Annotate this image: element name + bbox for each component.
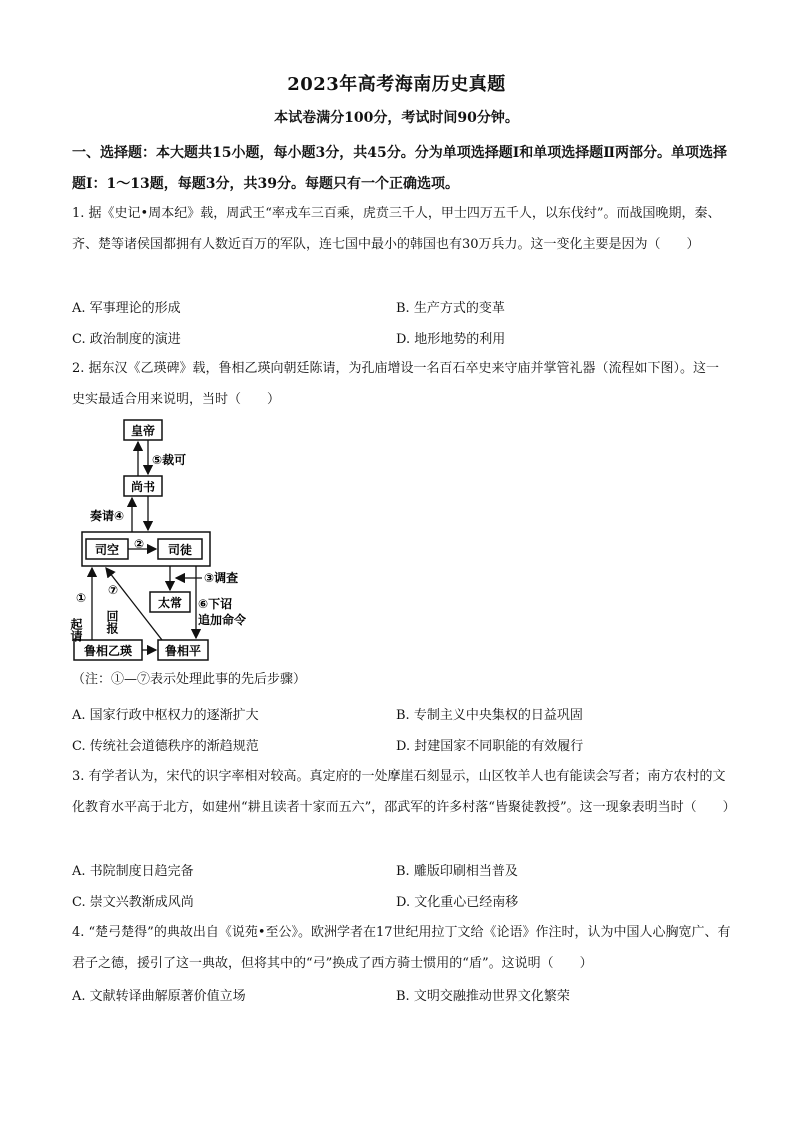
diagram-note: （注：①—⑦表示处理此事的先后步骤）: [72, 672, 307, 687]
label-approve: ⑤裁可: [152, 453, 187, 467]
question-3-option-b[interactable]: B. 雕版印刷相当普及: [396, 864, 518, 879]
node-emperor-label: 皇帝: [130, 424, 156, 438]
node-situ: [158, 539, 202, 559]
label-step7-text: 回报: [105, 610, 119, 634]
question-2-option-a[interactable]: A. 国家行政中枢权力的逐渐扩大: [72, 708, 259, 723]
node-yiying-label: 鲁相乙瑛: [83, 644, 133, 658]
question-1-option-d[interactable]: D. 地形地势的利用: [396, 332, 506, 347]
node-shangshu: [124, 476, 162, 496]
question-1-option-c[interactable]: C. 政治制度的演进: [72, 332, 181, 347]
exam-subtitle: 本试卷满分100分，考试时间90分钟。: [274, 110, 519, 126]
node-taichang-label: 太常: [157, 596, 183, 610]
question-3-option-d[interactable]: D. 文化重心已经南移: [396, 895, 519, 910]
question-1-stem: 1. 据《史记•周本纪》载，周武王“率戎车三百乘，虎贲三千人，甲士四万五千人，以东伐纣”。而战国晚期，秦、齐、楚等诸侯国都拥有人数近百万的军队，连七国中最小的韩国也有30万兵力。这一变化主要是因为（ ）: [72, 206, 721, 252]
question-2-stem: 2. 据东汉《乙瑛碑》载，鲁相乙瑛向朝廷陈请，为孔庙增设一名百石卒史来守庙并掌管礼器（流程如下图）。这一史实最适合用来说明，当时（ ）: [72, 361, 720, 407]
question-4-option-a[interactable]: A. 文献转译曲解原著价值立场: [72, 989, 246, 1004]
question-1-option-b[interactable]: B. 生产方式的变革: [396, 301, 505, 316]
section-heading: 一、选择题：本大题共15小题，每小题3分，共45分。分为单项选择题Ⅰ和单项选择题Ⅱ两部分。单项选择题Ⅰ：1～13题，每题3分，共39分。每题只有一个正确选项。: [72, 145, 728, 192]
node-luxiangping-label: 鲁相平: [164, 644, 202, 658]
question-3-option-a[interactable]: A. 书院制度日趋完备: [72, 864, 194, 879]
question-4-stem: 4. “楚弓楚得”的典故出自《说苑•至公》。欧洲学者在17世纪用拉丁文给《论语》作注时，认为中国人心胸宽广、有君子之德，援引了这一典故，但将其中的“弓”换成了西方骑士惯用的“盾”。这说明（ ）: [72, 925, 731, 971]
label-decree: ⑥下诏: [198, 597, 233, 611]
process-flow-diagram: [69, 418, 252, 666]
label-request: 奏请④: [90, 509, 125, 523]
label-decree-2: 追加命令: [198, 613, 247, 627]
label-step2: ②: [134, 537, 145, 551]
question-2-option-c[interactable]: C. 传统社会道德秩序的渐趋规范: [72, 739, 259, 754]
question-3-option-c[interactable]: C. 崇文兴教渐成风尚: [72, 895, 194, 910]
node-taichang: [150, 592, 190, 612]
question-1-option-a[interactable]: A. 军事理论的形成: [72, 301, 181, 316]
question-2-option-d[interactable]: D. 封建国家不同职能的有效履行: [396, 739, 584, 754]
label-step7: ⑦: [108, 583, 119, 597]
node-luxiangping: [158, 640, 208, 660]
label-investigate: ③调查: [204, 571, 239, 585]
node-sikong: [86, 539, 128, 559]
label-step1: ①: [76, 591, 87, 605]
question-3-stem: 3. 有学者认为，宋代的识字率相对较高。真定府的一处摩崖石刻显示，山区牧羊人也有能读会写者；南方农村的文化教育水平高于北方，如建州“耕且读者十家而五六”，邵武军的许多村落“皆聚徒教授”。这一现象表明当时（ ）: [72, 769, 736, 815]
node-sikong-label: 司空: [94, 543, 120, 557]
label-step1-text: 起请: [69, 618, 83, 642]
question-4-option-b[interactable]: B. 文明交融推动世界文化繁荣: [396, 989, 570, 1004]
node-yiying: [74, 640, 142, 660]
node-situ-label: 司徒: [167, 543, 193, 557]
node-emperor: [124, 420, 162, 440]
page-title: 2023年高考海南历史真题: [287, 74, 506, 95]
node-shangshu-label: 尚书: [130, 480, 156, 494]
question-2-option-b[interactable]: B. 专制主义中央集权的日益巩固: [396, 708, 583, 723]
